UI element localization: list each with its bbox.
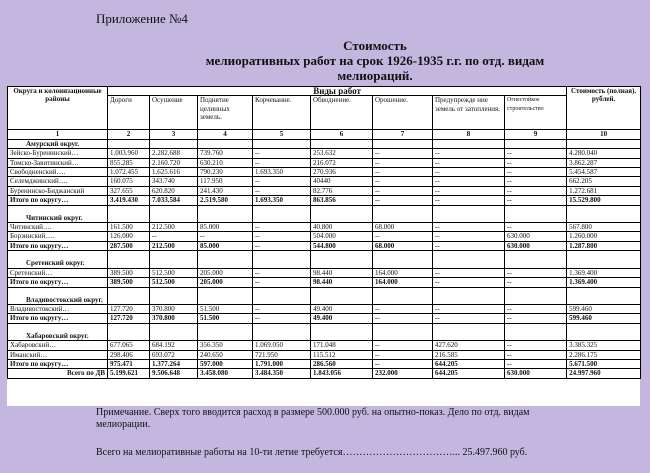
table-cell: 68.000 bbox=[373, 241, 433, 250]
column-number: 10 bbox=[567, 130, 641, 139]
table-cell: 1.369.400 bbox=[567, 268, 641, 277]
row-label: Буренинско-Биджанский bbox=[8, 186, 108, 195]
table-cell: 1.693.350 bbox=[253, 168, 311, 177]
empty-cell bbox=[198, 287, 253, 304]
empty-cell bbox=[567, 323, 641, 340]
table-row bbox=[8, 168, 641, 177]
table-cell: 286.560 bbox=[311, 359, 373, 368]
header-district: Округа и колонизационные районы bbox=[8, 87, 108, 130]
empty-cell bbox=[150, 205, 198, 222]
empty-cell bbox=[311, 251, 373, 268]
table-cell: 370.800 bbox=[150, 314, 198, 323]
section-title: Владивостокский округ. bbox=[8, 287, 108, 304]
table-cell: 82.776 bbox=[311, 186, 373, 195]
column-number: 8 bbox=[433, 130, 505, 139]
row-label: Владивостокский… bbox=[8, 304, 108, 313]
table-cell: 1.287.800 bbox=[567, 241, 641, 250]
empty-cell bbox=[198, 251, 253, 268]
table-row bbox=[8, 341, 641, 350]
section-title: Читинский округ. bbox=[8, 205, 108, 222]
table-cell: 240.650 bbox=[198, 350, 253, 359]
table-cell: 3.385.325 bbox=[567, 341, 641, 350]
table-cell: -- bbox=[505, 158, 567, 167]
empty-cell bbox=[198, 205, 253, 222]
table-cell: 216.072 bbox=[311, 158, 373, 167]
table-cell: -- bbox=[505, 278, 567, 287]
section-title: Амурский округ. bbox=[8, 139, 108, 148]
empty-cell bbox=[433, 287, 505, 304]
table-cell: 504.000 bbox=[311, 232, 373, 241]
table-cell: 160.075 bbox=[108, 177, 150, 186]
table-row bbox=[8, 177, 641, 186]
title-line-1: Стоимость bbox=[343, 38, 407, 53]
column-number: 7 bbox=[373, 130, 433, 139]
section-header-row bbox=[8, 205, 641, 222]
empty-cell bbox=[150, 287, 198, 304]
table-cell: 232.000 bbox=[373, 369, 433, 378]
cost-table bbox=[7, 86, 641, 379]
table-cell: -- bbox=[373, 304, 433, 313]
table-cell: 115.512 bbox=[311, 350, 373, 359]
table-cell: -- bbox=[433, 241, 505, 250]
district-total-row bbox=[8, 196, 641, 205]
table-cell: 567.800 bbox=[567, 223, 641, 232]
table-cell: 1.377.264 bbox=[150, 359, 198, 368]
column-number: 6 bbox=[311, 130, 373, 139]
table-cell: -- bbox=[505, 168, 567, 177]
column-number: 2 bbox=[108, 130, 150, 139]
table-cell: 1.072.455 bbox=[108, 168, 150, 177]
table-cell: 630.210 bbox=[198, 158, 253, 167]
district-total-row bbox=[8, 314, 641, 323]
table-cell: 51.500 bbox=[198, 304, 253, 313]
table-cell: 739.760 bbox=[198, 149, 253, 158]
title-line-2: мелиоративных работ на срок 1926-1935 г.г. по отд. видам bbox=[205, 53, 545, 68]
table-cell: -- bbox=[433, 149, 505, 158]
table-cell: -- bbox=[373, 168, 433, 177]
column-number: 5 bbox=[253, 130, 311, 139]
table-cell: -- bbox=[253, 314, 311, 323]
table-cell: -- bbox=[373, 359, 433, 368]
table-cell: -- bbox=[253, 158, 311, 167]
table-cell: 5.454.587 bbox=[567, 168, 641, 177]
table-cell: 2.160.720 bbox=[150, 158, 198, 167]
footnote: Примечание. Сверх того вводится расход в размере 500.000 руб. на опытно-показ. Дело по отд. видам мелиорации. bbox=[96, 407, 530, 430]
empty-cell bbox=[433, 139, 505, 148]
empty-cell bbox=[311, 323, 373, 340]
table-cell: 1.625.616 bbox=[150, 168, 198, 177]
empty-cell bbox=[253, 205, 311, 222]
table-cell: 662.205 bbox=[567, 177, 641, 186]
table-cell: 205.000 bbox=[198, 268, 253, 277]
table-cell: 49.400 bbox=[311, 304, 373, 313]
empty-cell bbox=[198, 139, 253, 148]
table-cell: -- bbox=[253, 278, 311, 287]
table-cell: 98.440 bbox=[311, 268, 373, 277]
table-cell: -- bbox=[253, 177, 311, 186]
header-kinds: Виды работ bbox=[108, 87, 567, 96]
table-cell: 40440 bbox=[311, 177, 373, 186]
table-cell: -- bbox=[373, 350, 433, 359]
district-total-row bbox=[8, 359, 641, 368]
table-cell: -- bbox=[433, 268, 505, 277]
empty-cell bbox=[198, 323, 253, 340]
table-cell: -- bbox=[505, 314, 567, 323]
column-number: 4 bbox=[198, 130, 253, 139]
table-cell: -- bbox=[253, 223, 311, 232]
header-col-2: Дороги bbox=[108, 96, 150, 130]
table-cell: 9.506.648 bbox=[150, 369, 198, 378]
table-row bbox=[8, 158, 641, 167]
table-cell: 212.500 bbox=[150, 223, 198, 232]
table-cell: 3.419.430 bbox=[108, 196, 150, 205]
header-col-8: Предупрежде ние земель от затопления. bbox=[433, 96, 505, 130]
table-cell: -- bbox=[373, 196, 433, 205]
table-cell: 241.430 bbox=[198, 186, 253, 195]
table-cell: 1.791.000 bbox=[253, 359, 311, 368]
table-cell: 327.655 bbox=[108, 186, 150, 195]
column-number: 3 bbox=[150, 130, 198, 139]
table-cell: 1.069.050 bbox=[253, 341, 311, 350]
column-number: 9 bbox=[505, 130, 567, 139]
row-label: Итого по округу… bbox=[8, 359, 108, 368]
table-row bbox=[8, 186, 641, 195]
table-row bbox=[8, 149, 641, 158]
table-cell: 7.033.584 bbox=[150, 196, 198, 205]
table-cell: 127.720 bbox=[108, 314, 150, 323]
table-row bbox=[8, 268, 641, 277]
empty-cell bbox=[505, 287, 567, 304]
table-cell: 343.740 bbox=[150, 177, 198, 186]
empty-cell bbox=[373, 323, 433, 340]
table-cell: 356.350 bbox=[198, 341, 253, 350]
table-cell: -- bbox=[433, 304, 505, 313]
table-cell: -- bbox=[433, 278, 505, 287]
empty-cell bbox=[505, 139, 567, 148]
column-number: 1 bbox=[8, 130, 108, 139]
table-cell: 117.950 bbox=[198, 177, 253, 186]
table-cell: -- bbox=[505, 177, 567, 186]
row-label: Свободненский…. bbox=[8, 168, 108, 177]
table-cell: 85.000 bbox=[198, 223, 253, 232]
table-cell: -- bbox=[373, 232, 433, 241]
table-cell: 127.720 bbox=[108, 304, 150, 313]
table-cell: -- bbox=[505, 359, 567, 368]
section-title: Сретенский округ. bbox=[8, 251, 108, 268]
table-cell: 298.406 bbox=[108, 350, 150, 359]
table-row bbox=[8, 223, 641, 232]
empty-cell bbox=[150, 139, 198, 148]
table-cell: 427.620 bbox=[433, 341, 505, 350]
table-cell: 126.000 bbox=[108, 232, 150, 241]
empty-cell bbox=[373, 251, 433, 268]
row-label: Итого по округу… bbox=[8, 241, 108, 250]
table-cell: 24.997.960 bbox=[567, 369, 641, 378]
table-cell: -- bbox=[433, 232, 505, 241]
header-col-7: Орошение. bbox=[373, 96, 433, 130]
table-cell: 49.400 bbox=[311, 314, 373, 323]
table-cell: 389.500 bbox=[108, 268, 150, 277]
empty-cell bbox=[311, 287, 373, 304]
table-cell: 1.003.960 bbox=[108, 149, 150, 158]
table-cell: -- bbox=[373, 177, 433, 186]
empty-cell bbox=[505, 205, 567, 222]
empty-cell bbox=[373, 139, 433, 148]
empty-cell bbox=[108, 323, 150, 340]
table-cell: 270.936 bbox=[311, 168, 373, 177]
empty-cell bbox=[150, 251, 198, 268]
table-cell: 5.671.500 bbox=[567, 359, 641, 368]
empty-cell bbox=[253, 323, 311, 340]
table-cell: -- bbox=[433, 196, 505, 205]
row-label: Зейско-Буренинский… bbox=[8, 149, 108, 158]
section-header-row bbox=[8, 287, 641, 304]
table-cell: -- bbox=[433, 186, 505, 195]
empty-cell bbox=[108, 251, 150, 268]
table-cell: 205.000 bbox=[198, 278, 253, 287]
table-cell: 644.205 bbox=[433, 369, 505, 378]
empty-cell bbox=[373, 205, 433, 222]
table-cell: -- bbox=[433, 177, 505, 186]
row-label: Итого по округу… bbox=[8, 196, 108, 205]
table-cell: 790.230 bbox=[198, 168, 253, 177]
title-line-3: мелиораций. bbox=[337, 68, 413, 83]
table-row bbox=[8, 304, 641, 313]
table-cell: -- bbox=[253, 232, 311, 241]
table-cell: 1.369.400 bbox=[567, 278, 641, 287]
empty-cell bbox=[433, 205, 505, 222]
table-cell: 863.856 bbox=[311, 196, 373, 205]
empty-cell bbox=[505, 323, 567, 340]
table-cell: -- bbox=[505, 186, 567, 195]
table-cell: 171.048 bbox=[311, 341, 373, 350]
empty-cell bbox=[108, 287, 150, 304]
table-cell: -- bbox=[505, 304, 567, 313]
table-cell: 3.484.350 bbox=[253, 369, 311, 378]
table-cell: 1.843.056 bbox=[311, 369, 373, 378]
table-cell: -- bbox=[433, 314, 505, 323]
row-label: Итого по округу… bbox=[8, 278, 108, 287]
empty-cell bbox=[433, 323, 505, 340]
table-cell: 1.260.000 bbox=[567, 232, 641, 241]
table-cell: -- bbox=[505, 223, 567, 232]
empty-cell bbox=[567, 287, 641, 304]
table-cell: 544.800 bbox=[311, 241, 373, 250]
table-cell: 98.440 bbox=[311, 278, 373, 287]
table-cell: -- bbox=[253, 268, 311, 277]
table-cell: 630.000 bbox=[505, 232, 567, 241]
table-cell: 2.519.580 bbox=[198, 196, 253, 205]
empty-cell bbox=[253, 287, 311, 304]
row-label: Томско-Завитинский… bbox=[8, 158, 108, 167]
table-row bbox=[8, 350, 641, 359]
table-cell: -- bbox=[505, 268, 567, 277]
table-cell: -- bbox=[253, 304, 311, 313]
table-cell: 253.632 bbox=[311, 149, 373, 158]
table-cell: 975.471 bbox=[108, 359, 150, 368]
header-col-9: Огнестойкое строительство bbox=[505, 96, 567, 130]
empty-cell bbox=[567, 205, 641, 222]
table-cell: -- bbox=[373, 341, 433, 350]
table-cell: 15.529.800 bbox=[567, 196, 641, 205]
table-cell: 2.286.175 bbox=[567, 350, 641, 359]
empty-cell bbox=[253, 251, 311, 268]
table-cell: 216.585 bbox=[433, 350, 505, 359]
table-cell: -- bbox=[253, 241, 311, 250]
row-label: Сретенский… bbox=[8, 268, 108, 277]
table-cell: 644.205 bbox=[433, 359, 505, 368]
header-col-3: Осушение bbox=[150, 96, 198, 130]
table-cell: -- bbox=[505, 149, 567, 158]
row-label: Читинский…. bbox=[8, 223, 108, 232]
table-cell: 3.458.080 bbox=[198, 369, 253, 378]
empty-cell bbox=[373, 287, 433, 304]
table-cell: -- bbox=[150, 232, 198, 241]
row-label: Хабаровский… bbox=[8, 341, 108, 350]
empty-cell bbox=[108, 139, 150, 148]
table-cell: 855.285 bbox=[108, 158, 150, 167]
table-cell: 370.800 bbox=[150, 304, 198, 313]
section-header-row bbox=[8, 323, 641, 340]
row-label: Всего по ДВ bbox=[8, 369, 108, 378]
row-label: Борзинский…. bbox=[8, 232, 108, 241]
table-cell: -- bbox=[373, 158, 433, 167]
table-cell: -- bbox=[505, 196, 567, 205]
table-cell: -- bbox=[433, 158, 505, 167]
header-col-5: Корчевание. bbox=[253, 96, 311, 130]
table-cell: 164.000 bbox=[373, 268, 433, 277]
table-cell: 3.862.287 bbox=[567, 158, 641, 167]
table-cell: -- bbox=[433, 168, 505, 177]
table-cell: -- bbox=[433, 223, 505, 232]
table-cell: 2.282.688 bbox=[150, 149, 198, 158]
row-label: Иманский… bbox=[8, 350, 108, 359]
table-cell: 512.500 bbox=[150, 268, 198, 277]
table-cell: 597.000 bbox=[198, 359, 253, 368]
table-cell: -- bbox=[505, 341, 567, 350]
empty-cell bbox=[311, 139, 373, 148]
empty-cell bbox=[433, 251, 505, 268]
section-header-row bbox=[8, 139, 641, 148]
table-cell: 40.800 bbox=[311, 223, 373, 232]
table-cell: -- bbox=[198, 232, 253, 241]
grand-total-row bbox=[8, 369, 641, 378]
table-cell: 512.500 bbox=[150, 278, 198, 287]
empty-cell bbox=[567, 251, 641, 268]
table-cell: 693.072 bbox=[150, 350, 198, 359]
table-cell: -- bbox=[373, 314, 433, 323]
table-cell: 1.693.350 bbox=[253, 196, 311, 205]
empty-cell bbox=[311, 205, 373, 222]
grand-total-line: Всего на мелиоративные работы на 10-ти летие требуется……………………………... 25.497.960 руб. bbox=[96, 447, 528, 458]
table-cell: 684.192 bbox=[150, 341, 198, 350]
empty-cell bbox=[567, 139, 641, 148]
table-cell: 68.000 bbox=[373, 223, 433, 232]
district-total-row bbox=[8, 241, 641, 250]
cost-table-container bbox=[7, 86, 640, 406]
table-cell: 721.950 bbox=[253, 350, 311, 359]
table-cell: 5.199.621 bbox=[108, 369, 150, 378]
table-cell: 620.820 bbox=[150, 186, 198, 195]
section-header-row bbox=[8, 251, 641, 268]
table-cell: -- bbox=[253, 149, 311, 158]
row-label: Селемджинский…. bbox=[8, 177, 108, 186]
table-cell: 599.460 bbox=[567, 304, 641, 313]
header-col-4: Поднятие целинных земель. bbox=[198, 96, 253, 130]
table-cell: 4.280.040 bbox=[567, 149, 641, 158]
table-cell: 630.000 bbox=[505, 369, 567, 378]
district-total-row bbox=[8, 278, 641, 287]
document-title bbox=[150, 38, 600, 83]
table-cell: 51.500 bbox=[198, 314, 253, 323]
empty-cell bbox=[253, 139, 311, 148]
section-title: Хабаровский округ. bbox=[8, 323, 108, 340]
table-cell: -- bbox=[253, 186, 311, 195]
empty-cell bbox=[150, 323, 198, 340]
header-col-6: Обводнение. bbox=[311, 96, 373, 130]
table-cell: 287.500 bbox=[108, 241, 150, 250]
header-total: Стоимость (полная). рублей. bbox=[567, 87, 641, 130]
table-cell: -- bbox=[505, 350, 567, 359]
table-cell: 161.500 bbox=[108, 223, 150, 232]
table-cell: 677.065 bbox=[108, 341, 150, 350]
table-cell: 212.500 bbox=[150, 241, 198, 250]
table-cell: -- bbox=[373, 186, 433, 195]
table-cell: -- bbox=[373, 149, 433, 158]
row-label: Итого по округу… bbox=[8, 314, 108, 323]
table-cell: 389.500 bbox=[108, 278, 150, 287]
table-row bbox=[8, 232, 641, 241]
table-cell: 630.000 bbox=[505, 241, 567, 250]
table-cell: 164.000 bbox=[373, 278, 433, 287]
table-cell: 599.460 bbox=[567, 314, 641, 323]
empty-cell bbox=[505, 251, 567, 268]
table-cell: 85.000 bbox=[198, 241, 253, 250]
appendix-label: Приложение №4 bbox=[96, 11, 188, 26]
empty-cell bbox=[108, 205, 150, 222]
table-cell: 1.272.681 bbox=[567, 186, 641, 195]
